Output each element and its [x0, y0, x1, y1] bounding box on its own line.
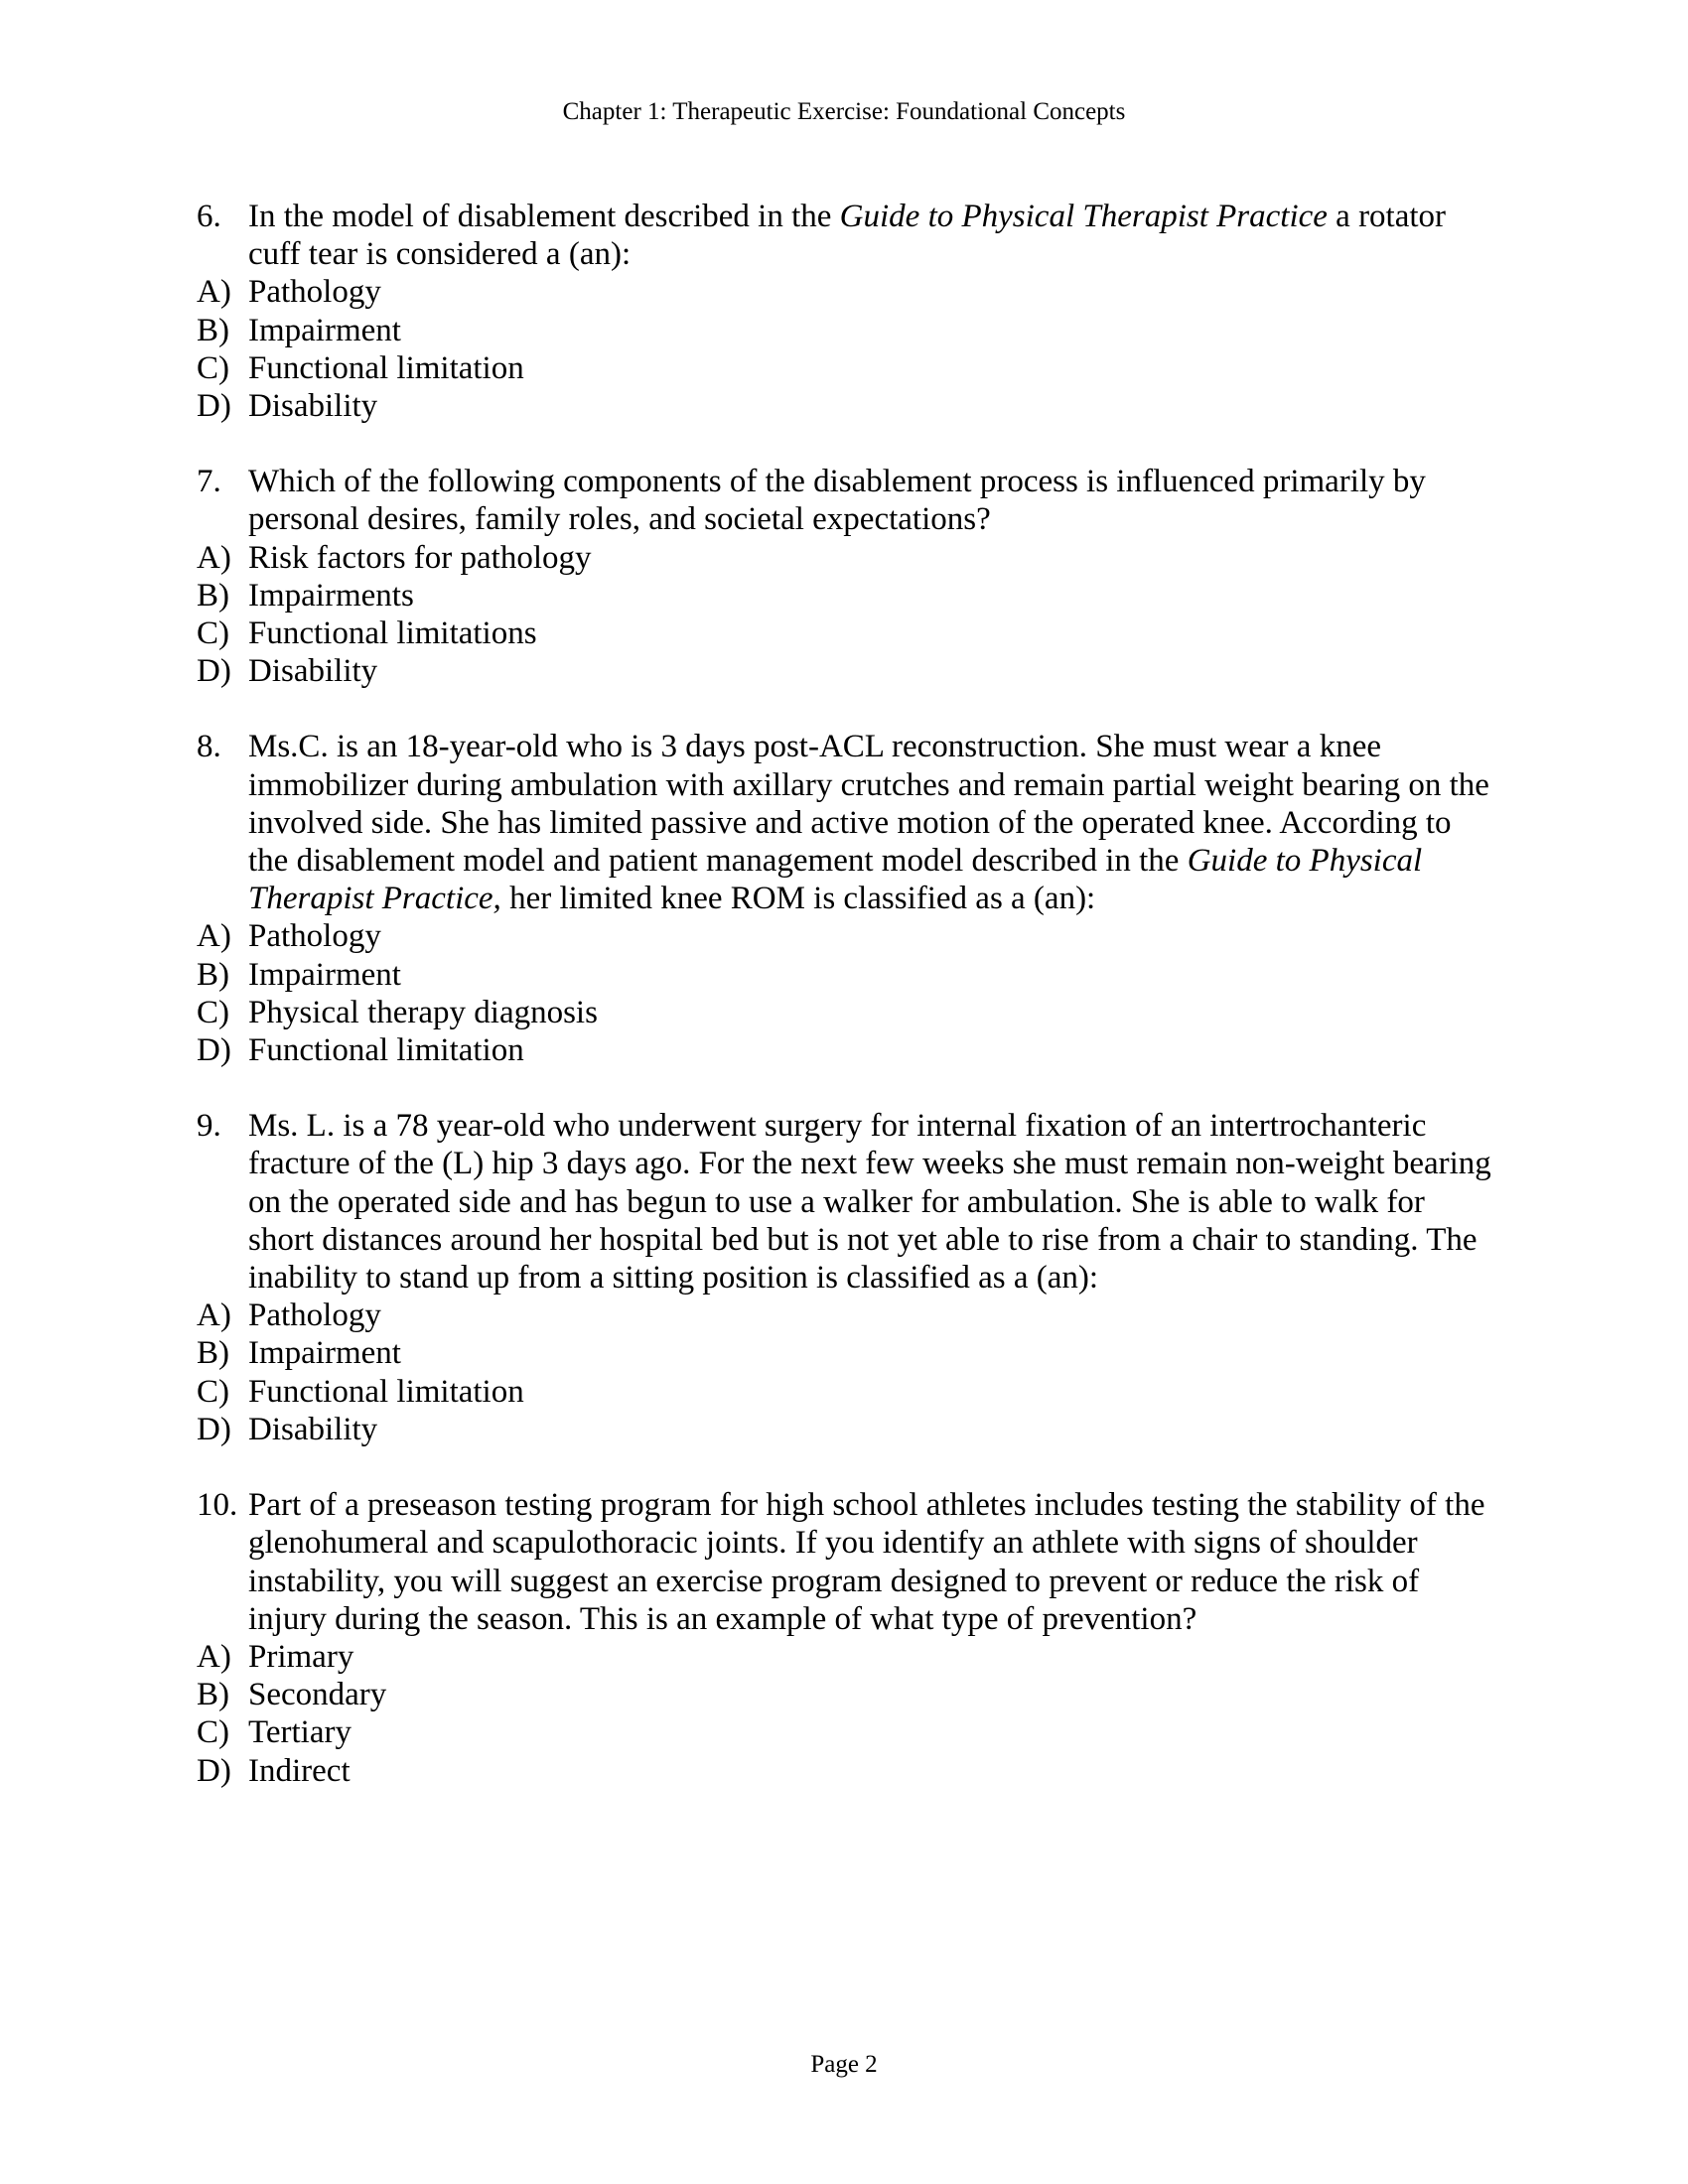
option-text: Risk factors for pathology — [248, 539, 592, 576]
answer-option — [197, 539, 1497, 577]
question-number: 9. — [197, 1108, 221, 1145]
option-text: Impairments — [248, 577, 414, 614]
question-number: 7. — [197, 464, 221, 500]
option-label: A) — [197, 1297, 231, 1334]
option-text: Impairment — [248, 1335, 401, 1372]
option-label: C) — [197, 994, 229, 1030]
answer-option — [197, 1297, 1497, 1334]
option-text: Physical therapy diagnosis — [248, 994, 598, 1030]
question-stem-row — [197, 1107, 1497, 1297]
option-text: Functional limitations — [248, 615, 537, 652]
answer-option — [197, 1752, 1497, 1790]
question-stem — [248, 1107, 1497, 1297]
option-label: B) — [197, 577, 229, 614]
question-7 — [197, 463, 1497, 690]
answer-option — [197, 312, 1497, 349]
answer-option — [197, 1713, 1497, 1751]
option-label: D) — [197, 653, 231, 690]
question-number: 10. — [197, 1487, 238, 1524]
option-label: B) — [197, 312, 229, 348]
stem-italic-text: Guide to Physical Therapist Practice, — [248, 843, 1423, 917]
answer-option — [197, 956, 1497, 994]
stem-text: Which of the following components of the disablement process is influenced primarily by personal desires, family roles, and societal expectations? — [248, 464, 1426, 538]
question-10 — [197, 1486, 1497, 1790]
answer-option — [197, 1638, 1497, 1676]
option-text: Disability — [248, 1411, 378, 1447]
stem-italic-text: Guide to Physical Therapist Practice — [839, 199, 1328, 234]
option-text: Disability — [248, 653, 378, 690]
answer-option — [197, 1031, 1497, 1069]
answer-option — [197, 652, 1497, 690]
question-stem — [248, 198, 1497, 273]
option-text: Pathology — [248, 918, 381, 955]
option-label: B) — [197, 956, 229, 993]
question-stem-row — [197, 198, 1497, 273]
option-text: Impairment — [248, 956, 401, 993]
option-label: D) — [197, 1411, 231, 1447]
answer-option — [197, 994, 1497, 1031]
option-text: Primary — [248, 1638, 354, 1675]
question-stem-row — [197, 1486, 1497, 1638]
stem-text: Part of a preseason testing program for high school athletes includes testing the stability of the glenohumeral and scapulothoracic joints. If you identify an athlete with signs of shoulder instability, you will suggest an exercise program designed to prevent or reduce the risk of injury during the season. This is an example of what type of prevention? — [248, 1487, 1485, 1637]
option-label: C) — [197, 349, 229, 386]
option-label: C) — [197, 1373, 229, 1410]
question-6 — [197, 198, 1497, 425]
option-label: D) — [197, 1032, 231, 1069]
stem-text: Ms. L. is a 78 year-old who underwent surgery for internal fixation of an intertrochanteric fracture of the (L) hip 3 days ago. For the next few weeks she must remain non-weight bearing on the operated side and has begun to use a walker for ambulation. She is able to walk for short distances around her hospital bed but is not yet able to rise from a chair to standing. The inability to stand up from a sitting position is classified as a (an): — [248, 1108, 1491, 1297]
option-text: Pathology — [248, 1297, 381, 1334]
stem-text: her limited knee ROM is classified as a (an): — [500, 881, 1096, 917]
answer-option — [197, 387, 1497, 425]
question-number: 8. — [197, 729, 221, 765]
option-text: Impairment — [248, 312, 401, 348]
answer-option — [197, 577, 1497, 614]
option-label: A) — [197, 918, 231, 955]
answer-option — [197, 1411, 1497, 1448]
question-stem-row — [197, 463, 1497, 538]
answer-option — [197, 917, 1497, 955]
answer-option — [197, 349, 1497, 387]
option-text: Functional limitation — [248, 1032, 524, 1069]
option-text: Secondary — [248, 1677, 387, 1713]
option-text: Functional limitation — [248, 1373, 524, 1410]
answer-option — [197, 614, 1497, 652]
question-stem — [248, 728, 1497, 917]
question-9 — [197, 1107, 1497, 1448]
option-label: A) — [197, 1638, 231, 1675]
option-label: D) — [197, 1752, 231, 1789]
option-text: Tertiary — [248, 1714, 352, 1751]
answer-option — [197, 1373, 1497, 1411]
option-label: B) — [197, 1335, 229, 1372]
option-text: Pathology — [248, 274, 381, 311]
page-header: Chapter 1: Therapeutic Exercise: Foundational Concepts — [562, 98, 1126, 125]
option-text: Functional limitation — [248, 349, 524, 386]
page-number: Page 2 — [810, 2051, 878, 2078]
answer-option — [197, 1334, 1497, 1372]
answer-option — [197, 1676, 1497, 1713]
option-label: B) — [197, 1677, 229, 1713]
question-stem-row — [197, 728, 1497, 917]
option-text: Indirect — [248, 1752, 351, 1789]
question-stem — [248, 463, 1497, 538]
question-stem — [248, 1486, 1497, 1638]
answer-option — [197, 273, 1497, 311]
option-label: A) — [197, 539, 231, 576]
option-label: D) — [197, 388, 231, 425]
question-8 — [197, 728, 1497, 1069]
question-number: 6. — [197, 199, 221, 234]
stem-text: In the model of disablement described in the — [248, 199, 840, 234]
option-text: Disability — [248, 388, 378, 425]
option-label: C) — [197, 615, 229, 652]
option-label: A) — [197, 274, 231, 311]
question-list — [197, 198, 1497, 1828]
stem-text: Ms.C. is an 18-year-old who is 3 days post-ACL reconstruction. She must wear a knee immobilizer during ambulation with axillary crutches and remain partial weight bearing on the involved side. She has limited passive and active motion of the operated knee. According to the disablement model and patient management model described in the — [248, 729, 1489, 880]
option-label: C) — [197, 1714, 229, 1751]
stem-text: a rotator cuff tear is considered a (an): — [248, 199, 1447, 273]
